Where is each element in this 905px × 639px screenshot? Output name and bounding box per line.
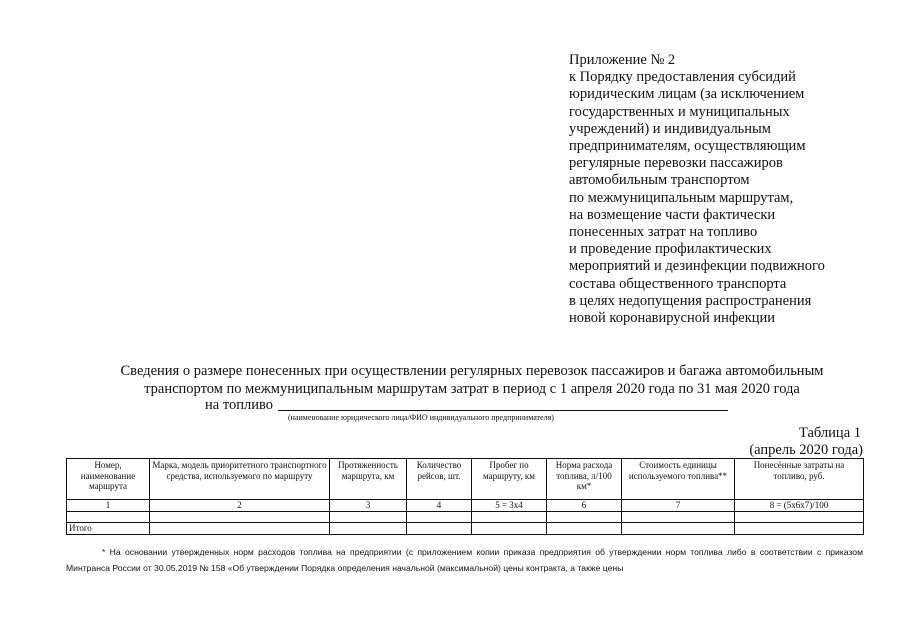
column-number-row [67, 500, 864, 512]
empty-cell [735, 523, 864, 535]
empty-cell [735, 512, 864, 523]
appendix-line: регулярные перевозки пассажиров [569, 155, 783, 172]
column-number-cell: 7 [622, 500, 735, 512]
appendix-line: к Порядку предоставления субсидий [569, 69, 796, 86]
column-number-cell: 5 = 3х4 [472, 500, 547, 512]
header-cell: Стоимость единицы используемого топлива** [622, 459, 735, 500]
empty-cell [472, 523, 547, 535]
appendix-line: мероприятий и дезинфекции подвижного [569, 258, 825, 275]
header-cell: Марка, модель приоритетного транспортного средства, используемого по маршруту [150, 459, 330, 500]
header-cell: Пробег по маршруту, км [472, 459, 547, 500]
table-row [67, 512, 864, 523]
column-number-cell: 2 [150, 500, 330, 512]
empty-cell [330, 512, 407, 523]
appendix-line: новой коронавирусной инфекции [569, 310, 776, 327]
header-cell: Понесённые затраты на топливо, руб. [735, 459, 864, 500]
appendix-line: и проведение профилактических [569, 241, 772, 258]
empty-cell [407, 512, 472, 523]
appendix-line: Приложение № 2 [569, 52, 676, 68]
organization-blank-line [278, 410, 728, 411]
column-number-cell: 4 [407, 500, 472, 512]
header-cell: Протяженность маршрута, км [330, 459, 407, 500]
table-number: Таблица 1 [798, 425, 861, 441]
empty-cell [330, 523, 407, 535]
empty-cell [67, 512, 150, 523]
header-cell: Норма расхода топлива, л/100 км* [547, 459, 622, 500]
column-number-cell: 8 = (5х6х7)/100 [735, 500, 864, 512]
organization-blank-caption: (наименование юридического лица/ФИО индивидуального предпринимателя) [288, 413, 554, 422]
table-header-row [67, 459, 864, 500]
header-cell: Номер, наименование маршрута [67, 459, 150, 500]
appendix-line: юридическим лицам (за исключением [569, 86, 805, 103]
empty-cell [407, 523, 472, 535]
empty-cell [622, 523, 735, 535]
column-number-cell: 3 [330, 500, 407, 512]
appendix-line: автомобильным транспортом [569, 172, 750, 189]
heading-line-2: транспортом по межмуниципальным маршрутам затрат в период с 1 апреля 2020 года по 31 мая 2020 года [144, 381, 800, 397]
column-number-cell: 1 [67, 500, 150, 512]
heading-line-1: Сведения о размере понесенных при осуществлении регулярных перевозок пассажиров и багажа автомобильным [120, 363, 824, 379]
fuel-costs-table [66, 458, 864, 535]
empty-cell [150, 523, 330, 535]
appendix-line: государственных и муниципальных [569, 103, 790, 120]
total-row [67, 523, 864, 535]
appendix-line: понесенных затрат на топливо [569, 224, 758, 241]
empty-cell [547, 512, 622, 523]
appendix-line: по межмуниципальным маршрутам, [569, 189, 794, 206]
empty-cell [472, 512, 547, 523]
appendix-line: учреждений) и индивидуальным [569, 120, 771, 137]
appendix-line: на возмещение части фактически [569, 206, 776, 223]
table-period: (апрель 2020 года) [749, 442, 863, 458]
document-heading [40, 362, 904, 398]
total-label: Итого [67, 523, 150, 535]
empty-cell [622, 512, 735, 523]
heading-line-3: на топливо [205, 397, 273, 413]
appendix-line: в целях недопущения распространения [569, 292, 812, 309]
appendix-line: состава общественного транспорта [569, 275, 787, 292]
empty-cell [547, 523, 622, 535]
appendix-line: предпринимателям, осуществляющим [569, 138, 806, 155]
empty-cell [150, 512, 330, 523]
footnote: * На основании утвержденных норм расходов топлива на предприятии (с приложением копии приказа предприятия об утверждении норм топлива либо в соответствии с приказом Минтранса России от 30.05.2019 № 158 «Об утверждении Порядка определения начальной (максимальной) цены контракта, а также цены [66, 547, 863, 573]
appendix-block [569, 52, 825, 327]
column-number-cell: 6 [547, 500, 622, 512]
header-cell: Количество рейсов, шт. [407, 459, 472, 500]
